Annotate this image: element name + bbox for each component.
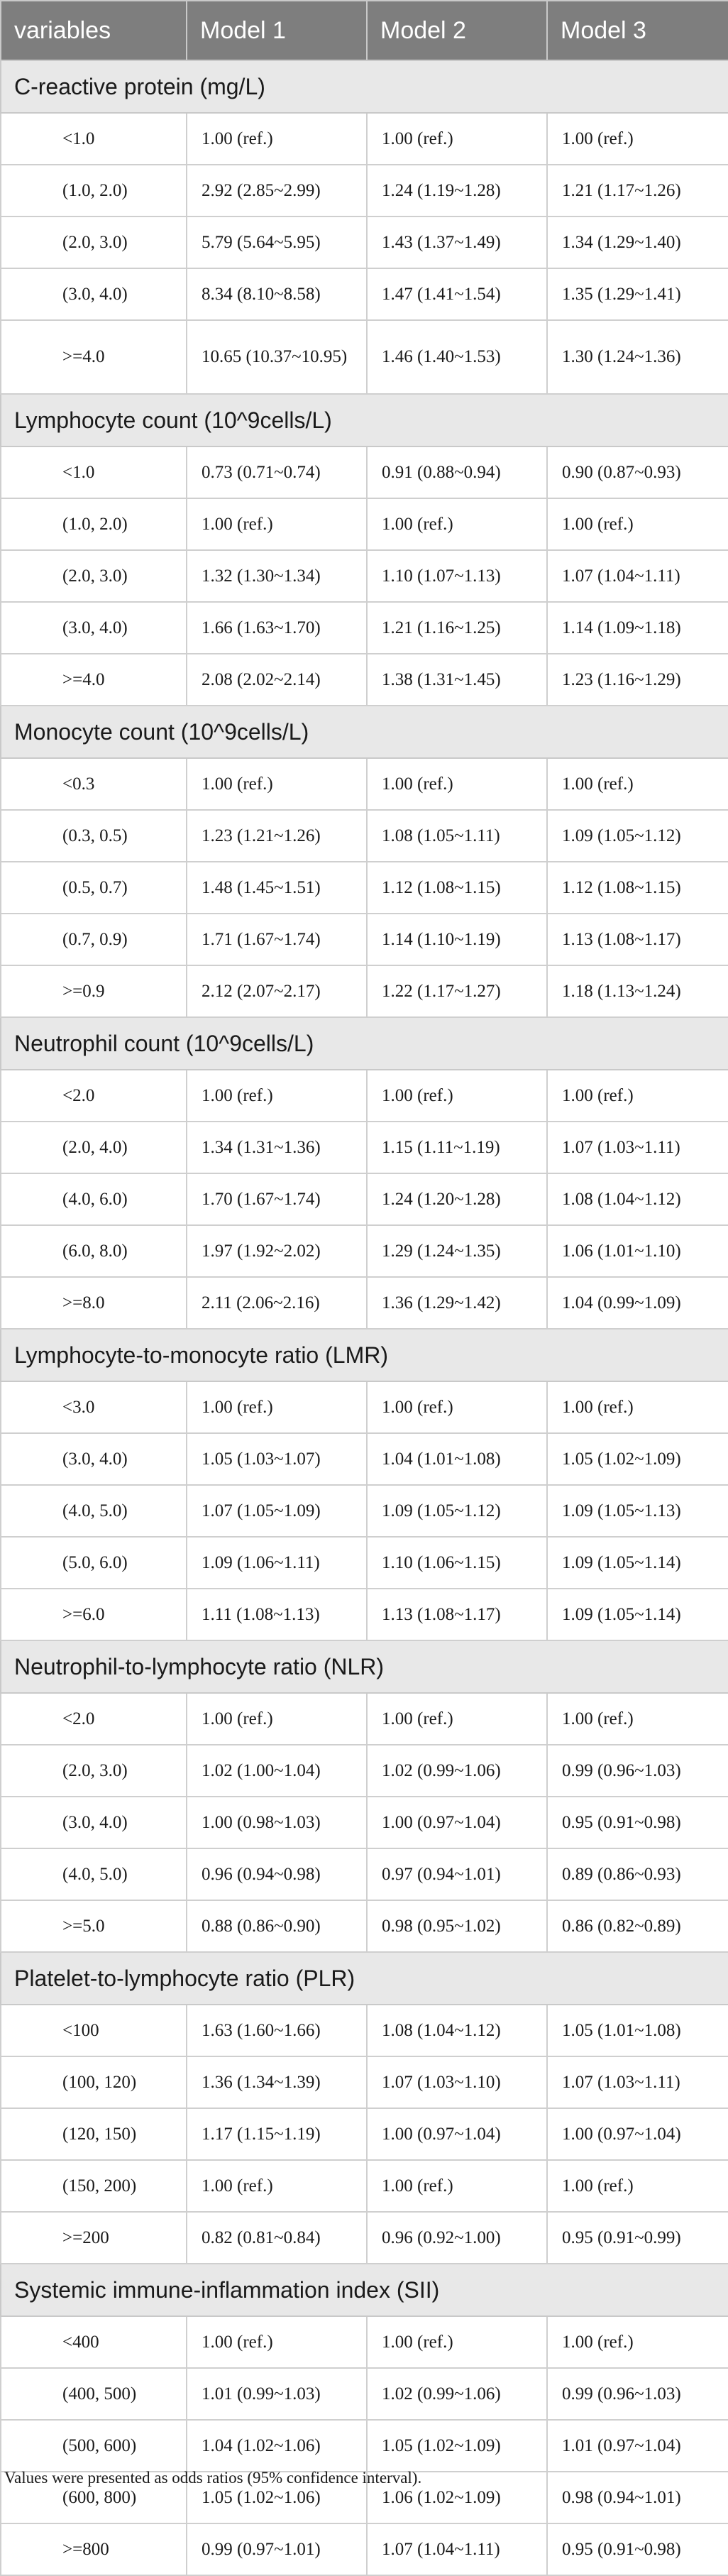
table-row (1, 965, 728, 1017)
cell-model-3: 0.95 (0.91~0.99) (547, 2212, 728, 2264)
cell-model-1: 1.34 (1.31~1.36) (187, 1122, 367, 1173)
cell-model-1: 1.71 (1.67~1.74) (187, 914, 367, 965)
cell-model-3: 1.09 (1.05~1.14) (547, 1537, 728, 1589)
table-row (1, 1745, 728, 1797)
cell-model-3: 1.09 (1.05~1.14) (547, 1589, 728, 1640)
cell-model-2: 1.36 (1.29~1.42) (367, 1277, 547, 1329)
table-row (1, 654, 728, 706)
cell-model-1: 1.01 (0.99~1.03) (187, 2368, 367, 2420)
section-title: Neutrophil-to-lymphocyte ratio (NLR) (1, 1640, 728, 1693)
table-body (1, 60, 728, 2575)
cell-model-3: 0.89 (0.86~0.93) (547, 1848, 728, 1900)
table-footnote: Values were presented as odds ratios (95% confidence interval). (4, 2469, 422, 2487)
cell-model-1: 1.00 (ref.) (187, 2316, 367, 2368)
cell-model-2: 1.05 (1.02~1.09) (367, 2420, 547, 2472)
row-level-label: >=8.0 (1, 1277, 187, 1329)
cell-model-1: 1.32 (1.30~1.34) (187, 550, 367, 602)
header-model-3: Model 3 (547, 1, 728, 60)
cell-model-3: 1.07 (1.03~1.11) (547, 1122, 728, 1173)
cell-model-3: 1.05 (1.01~1.08) (547, 2005, 728, 2056)
cell-model-1: 1.17 (1.15~1.19) (187, 2108, 367, 2160)
cell-model-1: 1.00 (ref.) (187, 498, 367, 550)
table-row (1, 1173, 728, 1225)
row-level-label: <1.0 (1, 113, 187, 165)
cell-model-3: 1.01 (0.97~1.04) (547, 2420, 728, 2472)
row-level-label: <100 (1, 2005, 187, 2056)
cell-model-3: 0.99 (0.96~1.03) (547, 1745, 728, 1797)
cell-model-3: 0.98 (0.94~1.01) (547, 2472, 728, 2523)
row-level-label: (100, 120) (1, 2056, 187, 2108)
cell-model-2: 1.00 (ref.) (367, 1693, 547, 1745)
row-level-label: <3.0 (1, 1381, 187, 1433)
cell-model-3: 0.95 (0.91~0.98) (547, 1797, 728, 1848)
section-title: C-reactive protein (mg/L) (1, 60, 728, 113)
cell-model-2: 1.43 (1.37~1.49) (367, 217, 547, 268)
cell-model-1: 1.00 (ref.) (187, 2160, 367, 2212)
cell-model-2: 1.13 (1.08~1.17) (367, 1589, 547, 1640)
cell-model-2: 1.07 (1.04~1.11) (367, 2523, 547, 2575)
header-variables: variables (1, 1, 187, 60)
row-level-label: >=800 (1, 2523, 187, 2575)
cell-model-2: 1.00 (0.97~1.04) (367, 2108, 547, 2160)
row-level-label: (150, 200) (1, 2160, 187, 2212)
row-level-label: <400 (1, 2316, 187, 2368)
cell-model-2: 1.08 (1.04~1.12) (367, 2005, 547, 2056)
cell-model-1: 0.96 (0.94~0.98) (187, 1848, 367, 1900)
cell-model-1: 2.08 (2.02~2.14) (187, 654, 367, 706)
cell-model-3: 1.00 (ref.) (547, 1070, 728, 1122)
cell-model-2: 1.00 (ref.) (367, 1070, 547, 1122)
table-row (1, 2108, 728, 2160)
table-row (1, 268, 728, 320)
row-level-label: (2.0, 3.0) (1, 550, 187, 602)
cell-model-1: 1.36 (1.34~1.39) (187, 2056, 367, 2108)
cell-model-3: 1.00 (ref.) (547, 1381, 728, 1433)
cell-model-2: 1.00 (ref.) (367, 758, 547, 810)
cell-model-3: 1.00 (ref.) (547, 113, 728, 165)
table-row (1, 446, 728, 498)
table-row (1, 2160, 728, 2212)
row-level-label: (600, 800) (1, 2472, 187, 2523)
table-header-row (1, 1, 728, 60)
row-level-label: <2.0 (1, 1070, 187, 1122)
row-level-label: (1.0, 2.0) (1, 498, 187, 550)
section-header-row (1, 1017, 728, 1070)
cell-model-2: 0.98 (0.95~1.02) (367, 1900, 547, 1952)
cell-model-2: 1.38 (1.31~1.45) (367, 654, 547, 706)
table-row (1, 2316, 728, 2368)
cell-model-1: 2.92 (2.85~2.99) (187, 165, 367, 217)
cell-model-1: 1.97 (1.92~2.02) (187, 1225, 367, 1277)
cell-model-1: 1.11 (1.08~1.13) (187, 1589, 367, 1640)
cell-model-3: 1.09 (1.05~1.12) (547, 810, 728, 862)
cell-model-3: 1.05 (1.02~1.09) (547, 1433, 728, 1485)
cell-model-2: 1.00 (0.97~1.04) (367, 1797, 547, 1848)
cell-model-3: 1.14 (1.09~1.18) (547, 602, 728, 654)
table-row (1, 498, 728, 550)
section-header-row (1, 1952, 728, 2005)
cell-model-2: 1.24 (1.20~1.28) (367, 1173, 547, 1225)
table-row (1, 113, 728, 165)
table-row (1, 2005, 728, 2056)
cell-model-3: 1.00 (0.97~1.04) (547, 2108, 728, 2160)
cell-model-3: 1.23 (1.16~1.29) (547, 654, 728, 706)
cell-model-2: 1.15 (1.11~1.19) (367, 1122, 547, 1173)
table-row (1, 602, 728, 654)
row-level-label: (4.0, 5.0) (1, 1485, 187, 1537)
cell-model-1: 1.63 (1.60~1.66) (187, 2005, 367, 2056)
cell-model-2: 1.14 (1.10~1.19) (367, 914, 547, 965)
cell-model-3: 1.00 (ref.) (547, 758, 728, 810)
cell-model-3: 1.09 (1.05~1.13) (547, 1485, 728, 1537)
table-row (1, 217, 728, 268)
cell-model-3: 1.08 (1.04~1.12) (547, 1173, 728, 1225)
cell-model-2: 1.00 (ref.) (367, 2316, 547, 2368)
table-row (1, 810, 728, 862)
header-model-1: Model 1 (187, 1, 367, 60)
table-row (1, 1485, 728, 1537)
cell-model-3: 1.00 (ref.) (547, 2316, 728, 2368)
table-row (1, 1277, 728, 1329)
table-row (1, 1070, 728, 1122)
row-level-label: (4.0, 6.0) (1, 1173, 187, 1225)
row-level-label: >=200 (1, 2212, 187, 2264)
row-level-label: (500, 600) (1, 2420, 187, 2472)
row-level-label: (0.5, 0.7) (1, 862, 187, 914)
table-row (1, 1122, 728, 1173)
section-header-row (1, 706, 728, 758)
cell-model-3: 1.00 (ref.) (547, 498, 728, 550)
table-row (1, 1433, 728, 1485)
cell-model-2: 0.96 (0.92~1.00) (367, 2212, 547, 2264)
cell-model-3: 1.13 (1.08~1.17) (547, 914, 728, 965)
cell-model-1: 1.04 (1.02~1.06) (187, 2420, 367, 2472)
cell-model-2: 1.46 (1.40~1.53) (367, 320, 547, 394)
table-row (1, 1797, 728, 1848)
cell-model-2: 1.08 (1.05~1.11) (367, 810, 547, 862)
cell-model-3: 1.07 (1.04~1.11) (547, 550, 728, 602)
section-header-row (1, 2264, 728, 2316)
row-level-label: >=5.0 (1, 1900, 187, 1952)
cell-model-3: 1.04 (0.99~1.09) (547, 1277, 728, 1329)
table-row (1, 320, 728, 394)
section-title: Neutrophil count (10^9cells/L) (1, 1017, 728, 1070)
cell-model-1: 0.73 (0.71~0.74) (187, 446, 367, 498)
section-title: Lymphocyte-to-monocyte ratio (LMR) (1, 1329, 728, 1381)
cell-model-3: 1.18 (1.13~1.24) (547, 965, 728, 1017)
row-level-label: (5.0, 6.0) (1, 1537, 187, 1589)
cell-model-1: 1.00 (ref.) (187, 1693, 367, 1745)
row-level-label: <1.0 (1, 446, 187, 498)
row-level-label: (2.0, 3.0) (1, 1745, 187, 1797)
row-level-label: (0.7, 0.9) (1, 914, 187, 965)
table-row (1, 2212, 728, 2264)
cell-model-3: 1.00 (ref.) (547, 1693, 728, 1745)
table-row (1, 1848, 728, 1900)
cell-model-2: 1.00 (ref.) (367, 498, 547, 550)
cell-model-2: 1.09 (1.05~1.12) (367, 1485, 547, 1537)
row-level-label: (4.0, 5.0) (1, 1848, 187, 1900)
cell-model-1: 1.09 (1.06~1.11) (187, 1537, 367, 1589)
cell-model-1: 5.79 (5.64~5.95) (187, 217, 367, 268)
cell-model-1: 0.88 (0.86~0.90) (187, 1900, 367, 1952)
table-row (1, 165, 728, 217)
cell-model-3: 1.07 (1.03~1.11) (547, 2056, 728, 2108)
cell-model-2: 1.22 (1.17~1.27) (367, 965, 547, 1017)
table-row (1, 550, 728, 602)
row-level-label: (3.0, 4.0) (1, 602, 187, 654)
row-level-label: >=6.0 (1, 1589, 187, 1640)
cell-model-3: 1.06 (1.01~1.10) (547, 1225, 728, 1277)
cell-model-2: 0.91 (0.88~0.94) (367, 446, 547, 498)
cell-model-3: 0.95 (0.91~0.98) (547, 2523, 728, 2575)
cell-model-1: 2.11 (2.06~2.16) (187, 1277, 367, 1329)
header-model-2: Model 2 (367, 1, 547, 60)
cell-model-2: 1.29 (1.24~1.35) (367, 1225, 547, 1277)
cell-model-1: 0.99 (0.97~1.01) (187, 2523, 367, 2575)
cell-model-2: 1.47 (1.41~1.54) (367, 268, 547, 320)
row-level-label: (6.0, 8.0) (1, 1225, 187, 1277)
cell-model-3: 1.21 (1.17~1.26) (547, 165, 728, 217)
cell-model-2: 1.04 (1.01~1.08) (367, 1433, 547, 1485)
cell-model-2: 1.02 (0.99~1.06) (367, 1745, 547, 1797)
row-level-label: <2.0 (1, 1693, 187, 1745)
cell-model-2: 1.10 (1.06~1.15) (367, 1537, 547, 1589)
cell-model-2: 0.97 (0.94~1.01) (367, 1848, 547, 1900)
cell-model-2: 1.02 (0.99~1.06) (367, 2368, 547, 2420)
table-row (1, 862, 728, 914)
cell-model-1: 1.48 (1.45~1.51) (187, 862, 367, 914)
row-level-label: (120, 150) (1, 2108, 187, 2160)
table-row (1, 1537, 728, 1589)
table-row (1, 1225, 728, 1277)
cell-model-3: 0.99 (0.96~1.03) (547, 2368, 728, 2420)
cell-model-1: 1.05 (1.03~1.07) (187, 1433, 367, 1485)
table-row (1, 2420, 728, 2472)
table-row (1, 2523, 728, 2575)
row-level-label: (2.0, 3.0) (1, 217, 187, 268)
cell-model-1: 1.00 (ref.) (187, 1070, 367, 1122)
cell-model-1: 1.00 (ref.) (187, 113, 367, 165)
section-header-row (1, 1329, 728, 1381)
row-level-label: (3.0, 4.0) (1, 1797, 187, 1848)
cell-model-1: 1.23 (1.21~1.26) (187, 810, 367, 862)
cell-model-2: 1.00 (ref.) (367, 113, 547, 165)
cell-model-3: 0.86 (0.82~0.89) (547, 1900, 728, 1952)
cell-model-1: 1.00 (ref.) (187, 1381, 367, 1433)
cell-model-1: 1.00 (ref.) (187, 758, 367, 810)
cell-model-3: 0.90 (0.87~0.93) (547, 446, 728, 498)
row-level-label: (2.0, 4.0) (1, 1122, 187, 1173)
table-row (1, 914, 728, 965)
table-row (1, 2368, 728, 2420)
cell-model-2: 1.12 (1.08~1.15) (367, 862, 547, 914)
row-level-label: (0.3, 0.5) (1, 810, 187, 862)
row-level-label: >=0.9 (1, 965, 187, 1017)
cell-model-3: 1.34 (1.29~1.40) (547, 217, 728, 268)
cell-model-1: 2.12 (2.07~2.17) (187, 965, 367, 1017)
cell-model-2: 1.10 (1.07~1.13) (367, 550, 547, 602)
table-row (1, 2056, 728, 2108)
table-row (1, 758, 728, 810)
row-level-label: >=4.0 (1, 654, 187, 706)
cell-model-1: 0.82 (0.81~0.84) (187, 2212, 367, 2264)
cell-model-3: 1.00 (ref.) (547, 2160, 728, 2212)
row-level-label: <0.3 (1, 758, 187, 810)
cell-model-3: 1.35 (1.29~1.41) (547, 268, 728, 320)
cell-model-1: 1.70 (1.67~1.74) (187, 1173, 367, 1225)
section-title: Systemic immune-inflammation index (SII) (1, 2264, 728, 2316)
row-level-label: (3.0, 4.0) (1, 1433, 187, 1485)
row-level-label: (1.0, 2.0) (1, 165, 187, 217)
cell-model-1: 10.65 (10.37~10.95) (187, 320, 367, 394)
table-row (1, 1381, 728, 1433)
cell-model-2: 1.21 (1.16~1.25) (367, 602, 547, 654)
cell-model-3: 1.30 (1.24~1.36) (547, 320, 728, 394)
section-header-row (1, 394, 728, 446)
section-header-row (1, 60, 728, 113)
table-row (1, 1900, 728, 1952)
cell-model-2: 1.07 (1.03~1.10) (367, 2056, 547, 2108)
cell-model-1: 1.05 (1.02~1.06) (187, 2472, 367, 2523)
cell-model-2: 1.24 (1.19~1.28) (367, 165, 547, 217)
table-row (1, 1589, 728, 1640)
section-title: Platelet-to-lymphocyte ratio (PLR) (1, 1952, 728, 2005)
cell-model-1: 1.66 (1.63~1.70) (187, 602, 367, 654)
row-level-label: (3.0, 4.0) (1, 268, 187, 320)
cell-model-1: 8.34 (8.10~8.58) (187, 268, 367, 320)
cell-model-3: 1.12 (1.08~1.15) (547, 862, 728, 914)
table-row (1, 1693, 728, 1745)
cell-model-2: 1.06 (1.02~1.09) (367, 2472, 547, 2523)
row-level-label: (400, 500) (1, 2368, 187, 2420)
cell-model-1: 1.02 (1.00~1.04) (187, 1745, 367, 1797)
cell-model-1: 1.07 (1.05~1.09) (187, 1485, 367, 1537)
row-level-label: >=4.0 (1, 320, 187, 394)
section-header-row (1, 1640, 728, 1693)
cell-model-2: 1.00 (ref.) (367, 2160, 547, 2212)
section-title: Monocyte count (10^9cells/L) (1, 706, 728, 758)
cell-model-1: 1.00 (0.98~1.03) (187, 1797, 367, 1848)
section-title: Lymphocyte count (10^9cells/L) (1, 394, 728, 446)
cell-model-2: 1.00 (ref.) (367, 1381, 547, 1433)
